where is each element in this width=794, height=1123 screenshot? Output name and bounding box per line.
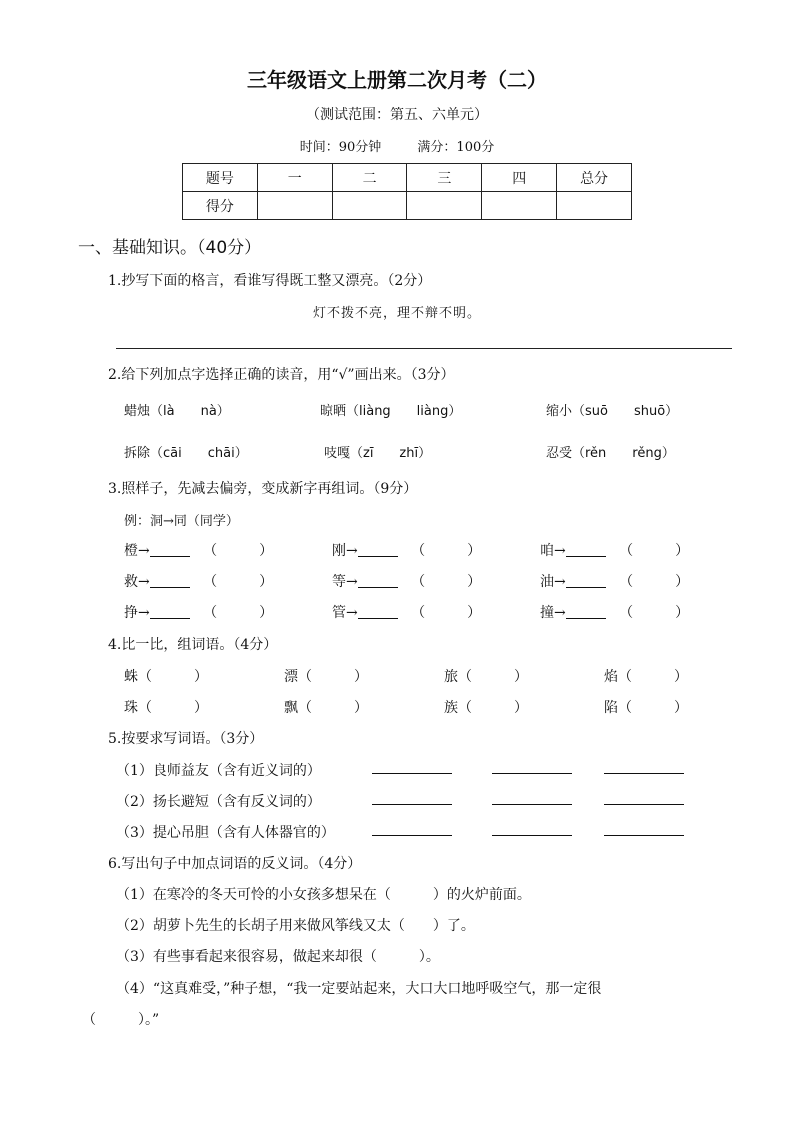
exam-full-score: 满分：100分 [417, 140, 495, 155]
pinyin-choice[interactable]: 缩小（suō shuō） [546, 404, 679, 419]
page-title: 三年级语文上册第二次月考（二） [247, 68, 547, 92]
requirement-item: （2）扬长避短（含有反义词的） [116, 794, 321, 810]
pinyin-choice[interactable]: 拆除（cāi chāi） [124, 446, 248, 461]
radical-item: 咱→ （ ） [540, 543, 690, 559]
blank[interactable] [150, 573, 190, 588]
compare-item[interactable]: 陷（ ） [604, 700, 688, 716]
score-table-row [183, 192, 632, 220]
score-cell[interactable] [332, 192, 407, 220]
radical-item: 救→ （ ） [124, 574, 274, 590]
blank[interactable] [150, 542, 190, 557]
question-6-prompt: 6.写出句子中加点词语的反义词。（4分） [108, 856, 362, 872]
answer-line[interactable] [492, 773, 572, 774]
section-1-title: 一、基础知识。（40分） [78, 238, 262, 258]
answer-line[interactable] [604, 835, 684, 836]
sentence-item: （2）胡萝卜先生的长胡子用来做风筝线又太（ ）了。 [116, 918, 475, 934]
radical-item: 撞→ （ ） [540, 605, 690, 621]
compare-item[interactable]: 飘（ ） [284, 700, 368, 716]
exam-time: 时间：90分钟 [299, 140, 382, 155]
radical-item: 管→ （ ） [332, 605, 482, 621]
answer-line[interactable] [372, 773, 452, 774]
answer-line[interactable] [492, 804, 572, 805]
blank[interactable] [358, 542, 398, 557]
sentence-item: （ ）。” [82, 1012, 160, 1028]
pinyin-choice[interactable]: 吱嘎（zī zhī） [324, 446, 432, 461]
test-scope: （测试范围：第五、六单元） [306, 107, 488, 123]
sentence-item: （1）在寒冷的冬天可怜的小女孩多想呆在（ ）的火炉前面。 [116, 887, 531, 903]
question-1-prompt: 1.抄写下面的格言，看谁写得既工整又漂亮。（2分） [108, 273, 432, 289]
question-3-prompt: 3.照样子，先减去偏旁，变成新字再组词。（9分） [108, 481, 418, 497]
proverb-text: 灯不拨不亮，理不辩不明。 [312, 306, 481, 321]
score-header-cell: 一 [257, 164, 332, 192]
answer-line[interactable] [604, 773, 684, 774]
answer-line[interactable] [492, 835, 572, 836]
score-cell[interactable] [257, 192, 332, 220]
blank[interactable] [358, 604, 398, 619]
compare-item[interactable]: 焰（ ） [604, 669, 688, 685]
pinyin-choice[interactable]: 晾晒（liàng liàng） [320, 404, 462, 419]
answer-line[interactable] [604, 804, 684, 805]
score-cell[interactable] [557, 192, 632, 220]
radical-item: 油→ （ ） [540, 574, 690, 590]
radical-item: 橙→ （ ） [124, 543, 274, 559]
requirement-item: （3）提心吊胆（含有人体器官的） [116, 825, 335, 841]
radical-item: 挣→ （ ） [124, 605, 274, 621]
answer-line[interactable] [116, 348, 732, 349]
blank[interactable] [150, 604, 190, 619]
radical-item: 等→ （ ） [332, 574, 482, 590]
compare-item[interactable]: 漂（ ） [284, 669, 368, 685]
score-row-label: 得分 [183, 192, 258, 220]
compare-item[interactable]: 族（ ） [444, 700, 528, 716]
question-5-prompt: 5.按要求写词语。（3分） [108, 731, 264, 747]
score-header-cell: 三 [407, 164, 482, 192]
blank[interactable] [566, 542, 606, 557]
score-header-cell: 总分 [557, 164, 632, 192]
question-4-prompt: 4.比一比，组词语。（4分） [108, 637, 278, 653]
radical-item: 刚→ （ ） [332, 543, 482, 559]
score-header-cell: 题号 [183, 164, 258, 192]
compare-item[interactable]: 珠（ ） [124, 700, 208, 716]
score-cell[interactable] [407, 192, 482, 220]
score-header-cell: 四 [482, 164, 557, 192]
answer-line[interactable] [372, 804, 452, 805]
score-table-header-row [183, 164, 632, 192]
exam-info [0, 136, 794, 155]
question-2-prompt: 2.给下列加点字选择正确的读音，用“√”画出来。（3分） [108, 367, 455, 383]
score-header-cell: 二 [332, 164, 407, 192]
pinyin-choice[interactable]: 蜡烛（là nà） [124, 404, 230, 419]
requirement-item: （1）良师益友（含有近义词的） [116, 763, 321, 779]
sentence-item: （3）有些事看起来很容易，做起来却很（ ）。 [116, 949, 440, 965]
blank[interactable] [358, 573, 398, 588]
answer-line[interactable] [372, 835, 452, 836]
pinyin-choice[interactable]: 忍受（rěn rěng） [546, 446, 675, 461]
score-cell[interactable] [482, 192, 557, 220]
compare-item[interactable]: 旅（ ） [444, 669, 528, 685]
blank[interactable] [566, 604, 606, 619]
sentence-item: （4）“这真难受，”种子想，“我一定要站起来，大口大口地呼吸空气，那一定很 [116, 981, 602, 997]
blank[interactable] [566, 573, 606, 588]
question-3-example: 例：洞→同（同学） [124, 514, 239, 529]
score-table [182, 163, 632, 220]
compare-item[interactable]: 蛛（ ） [124, 669, 208, 685]
